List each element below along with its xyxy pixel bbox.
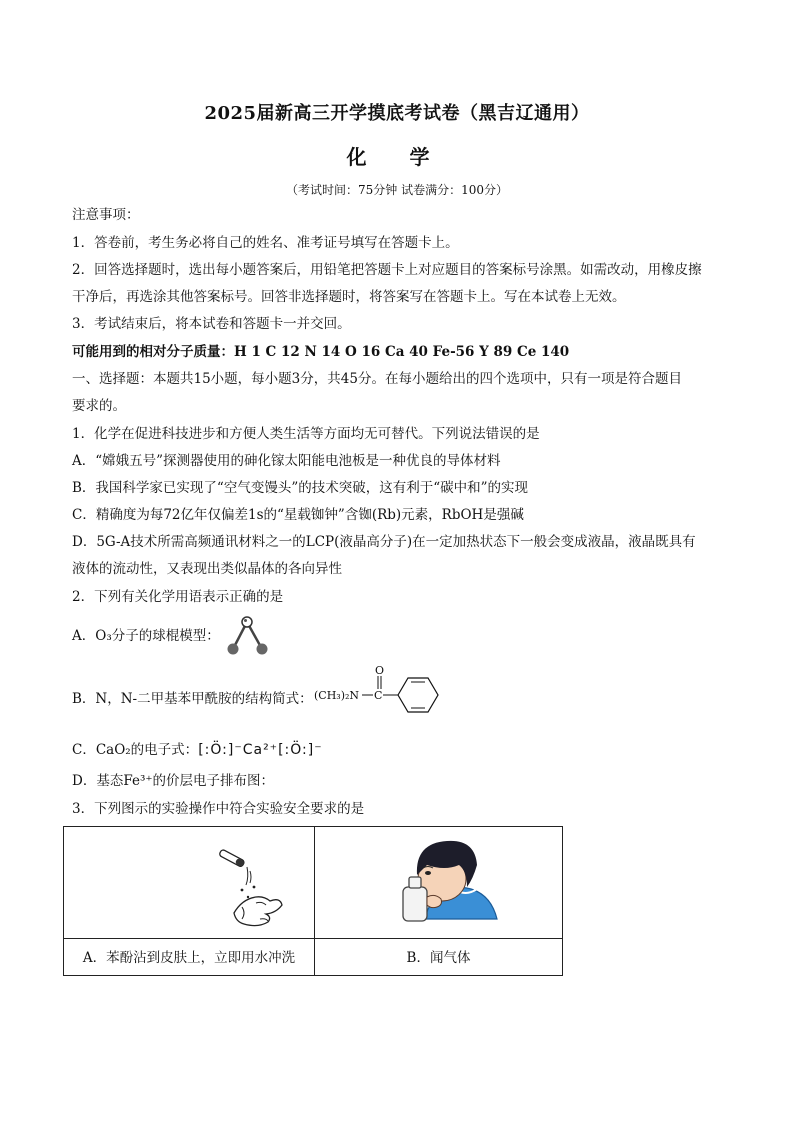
structure-amine-label: (CH₃)₂N — [314, 689, 360, 702]
q3-cell-a-image — [64, 827, 314, 938]
q1-option-b: B．我国科学家已实现了“空气变馒头”的技术突破，这有利于“碳中和”的实现 — [72, 480, 529, 496]
q1-option-d-1: D．5G-A技术所需高频通讯材料之一的LCP(液晶高分子)在一定加热状态下一般会变成液晶，液晶既具有 — [72, 534, 696, 550]
structure-oxygen-label: O — [375, 664, 385, 677]
q2-option-a-text: A．O₃分子的球棍模型： — [72, 628, 220, 644]
o3-ball-stick-model — [222, 612, 272, 658]
atomic-masses: 可能用到的相对分子质量：H 1 C 12 N 14 O 16 Ca 40 Fe-56 Y 89 Ce 140 — [72, 344, 570, 360]
q2-option-c — [72, 741, 727, 759]
q2-option-c-text: C．CaO₂的电子式： — [72, 742, 199, 758]
smell-gas-illustration — [315, 827, 562, 938]
q3-cell-b-image — [315, 827, 562, 938]
q1-option-c: C．精确度为每72亿年仅偏差1s的“星载铷钟”含铷(Rb)元素，RbOH是强碱 — [72, 507, 524, 523]
subject-title: 化 学 — [346, 145, 448, 169]
exam-title: 2025届新高三开学摸底考试卷（黑吉辽通用） — [204, 103, 590, 124]
q3-stem: 3．下列图示的实验操作中符合实验安全要求的是 — [72, 801, 365, 817]
dimethylbenzamide-structure — [312, 660, 442, 730]
q1-stem: 1．化学在促进科技进步和方便人类生活等方面均无可替代。下列说法错误的是 — [72, 426, 540, 442]
q2-option-b-text: B．N，N-二甲基苯甲酰胺的结构简式： — [72, 691, 313, 707]
q3-option-b-caption: B．闻气体 — [315, 938, 562, 977]
section-instruction-1: 一、选择题：本题共15小题，每小题3分，共45分。在每小题给出的四个选项中，只有一项是符合题目 — [72, 371, 682, 387]
note-3: 3．考试结束后，将本试卷和答题卡一并交回。 — [72, 316, 351, 332]
note-2b: 干净后，再选涂其他答案标号。回答非选择题时，将答案写在答题卡上。写在本试卷上无效。 — [72, 289, 626, 305]
q2-stem: 2．下列有关化学用语表示正确的是 — [72, 589, 284, 605]
exam-info: （考试时间：75分钟 试卷满分：100分） — [286, 183, 508, 197]
note-2a: 2．回答选择题时，选出每小题答案后，用铅笔把答题卡上对应题目的答案标号涂黑。如需改动，用橡皮擦 — [72, 262, 702, 278]
section-instruction-2: 要求的。 — [72, 398, 126, 414]
q3-option-a-caption: A．苯酚沾到皮肤上，立即用水冲洗 — [64, 938, 314, 977]
q3-options-table — [63, 826, 563, 976]
cao2-electron-formula: [:Ö:]⁻Ca²⁺[:Ö:]⁻ — [198, 742, 323, 758]
q2-option-d: D．基态Fe³⁺的价层电子排布图： — [72, 773, 274, 789]
q2-option-a — [72, 627, 727, 645]
notes-heading: 注意事项： — [72, 207, 140, 223]
note-1: 1．答卷前，考生务必将自己的姓名、准考证号填写在答题卡上。 — [72, 235, 459, 251]
wash-hands-illustration — [64, 827, 314, 938]
q1-option-a: A．“嫦娥五号”探测器使用的砷化镓太阳能电池板是一种优良的导体材料 — [72, 453, 501, 469]
q1-option-d-2: 液体的流动性，又表现出类似晶体的各向异性 — [72, 561, 342, 577]
structure-carbon-label: C — [374, 689, 383, 702]
